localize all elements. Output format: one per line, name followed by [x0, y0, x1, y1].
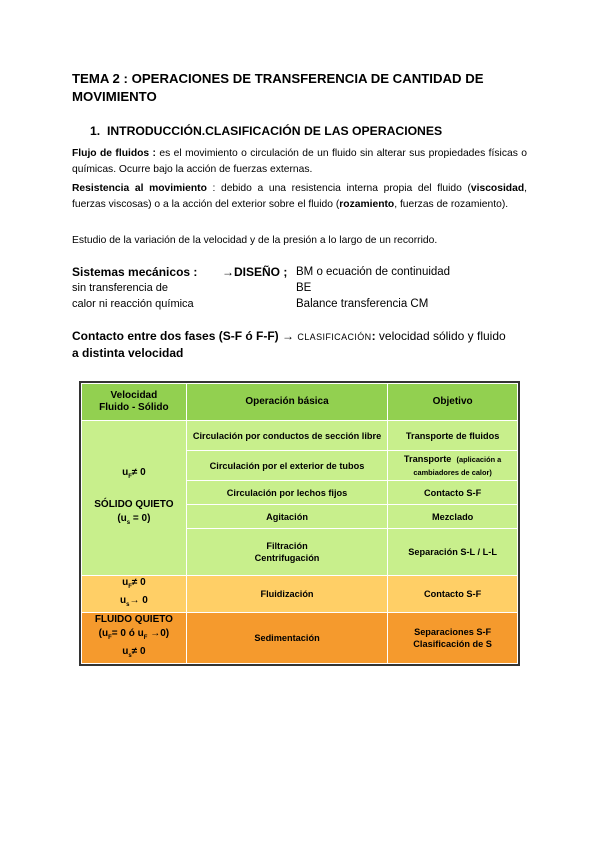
op-cell: Sedimentación — [186, 613, 387, 664]
op-cell: Agitación — [186, 505, 387, 529]
sistemas-left — [72, 264, 197, 312]
resistencia-term: Resistencia al movimiento — [72, 183, 207, 194]
obj-cell: Separación S-L / L-L — [388, 529, 518, 576]
header-operacion: Operación básica — [186, 384, 387, 421]
contacto-paragraph — [72, 328, 532, 361]
table-row — [82, 576, 518, 613]
op-cell: Circulación por lechos fijos — [186, 481, 387, 505]
diseno-label — [222, 264, 287, 280]
obj-cell: Separaciones S-F Clasificación de S — [388, 613, 518, 664]
obj-cell: Transporte de fluidos — [388, 421, 518, 451]
be-text: BE — [296, 282, 312, 294]
rozamiento-term: rozamiento — [339, 198, 395, 210]
estudio-paragraph: Estudio de la variación de la velocidad y de la presión a lo largo de un recorrido. — [72, 235, 438, 246]
section-title: INTRODUCCIÓN.CLASIFICACIÓN DE LAS OPERACIONES — [106, 124, 443, 138]
sistemas-line3: calor ni reacción química — [72, 298, 194, 310]
op-cell: Filtración Centrifugación — [186, 529, 387, 576]
arrow-icon: → — [222, 265, 234, 279]
bm-text: BM o ecuación de continuidad — [296, 266, 451, 278]
op-cell: Fluidización — [186, 576, 387, 613]
diseno-text: DISEÑO ; — [234, 265, 288, 279]
flujo-term: Flujo de fluidos : — [72, 148, 156, 159]
colon: : — [371, 329, 376, 343]
obj-cell: Transporte (aplicación a cambiadores de calor) — [388, 451, 518, 481]
sistemas-right — [296, 264, 450, 312]
resistencia-text-3: , fuerzas de rozamiento). — [394, 198, 509, 210]
obj-cell: Contacto S-F — [388, 576, 518, 613]
table-header-row — [82, 384, 518, 421]
arrow-icon: → — [282, 329, 295, 343]
viscosidad-term: viscosidad — [470, 183, 525, 194]
operations-table — [81, 383, 518, 664]
sistemas-label: Sistemas mecánicos : — [72, 265, 198, 279]
contacto-line2: a distinta velocidad — [72, 346, 184, 360]
obj-cell: Contacto S-F — [388, 481, 518, 505]
flujo-paragraph — [72, 146, 527, 177]
op-cell: Circulación por conductos de sección libre — [186, 421, 387, 451]
contacto-label: Contacto entre dos fases (S-F ó F-F) — [72, 329, 279, 343]
document-title: TEMA 2 : OPERACIONES DE TRANSFERENCIA DE CANTIDAD DE MOVIMIENTO — [72, 71, 484, 104]
clasificacion-text: CLASIFICACIÓN — [297, 332, 372, 342]
obj-cell: Mezclado — [388, 505, 518, 529]
balance-text: Balance transferencia CM — [296, 298, 429, 310]
table-row — [82, 421, 518, 451]
resistencia-text-1: : debido a una resistencia interna propia del fluido ( — [206, 183, 471, 194]
fluidizacion-velocity-cell: $u_F\ne 0$ $u_s\to 0$ — [82, 576, 187, 613]
flujo-text: es el movimiento o circulación de un fluido sin alterar sus propiedades físicas o químicas. Ocurre bajo la acción de fuerzas externas. — [72, 148, 527, 175]
solido-quieto-cell: $u_F\ne 0$ SÓLIDO QUIETO $(u_s = 0)$ — [82, 421, 187, 576]
section-number: 1. — [90, 124, 101, 138]
contacto-text: velocidad sólido y fluido — [375, 329, 506, 343]
header-objetivo: Objetivo — [388, 384, 518, 421]
fluido-quieto-cell: FLUIDO QUIETO ($u_F= 0$ ó $u_F \to 0$) $u_s\ne 0$ — [82, 613, 187, 664]
resistencia-text-2: , fuerzas viscosas) o a la acción del exterior sobre el fluido ( — [72, 183, 527, 210]
op-cell: Circulación por el exterior de tubos — [186, 451, 387, 481]
sistemas-line2: sin transferencia de — [72, 282, 168, 294]
table-row — [82, 613, 518, 664]
resistencia-paragraph — [72, 181, 527, 212]
section-heading — [90, 124, 442, 138]
header-velocidad: Velocidad Fluido - Sólido — [82, 384, 187, 421]
